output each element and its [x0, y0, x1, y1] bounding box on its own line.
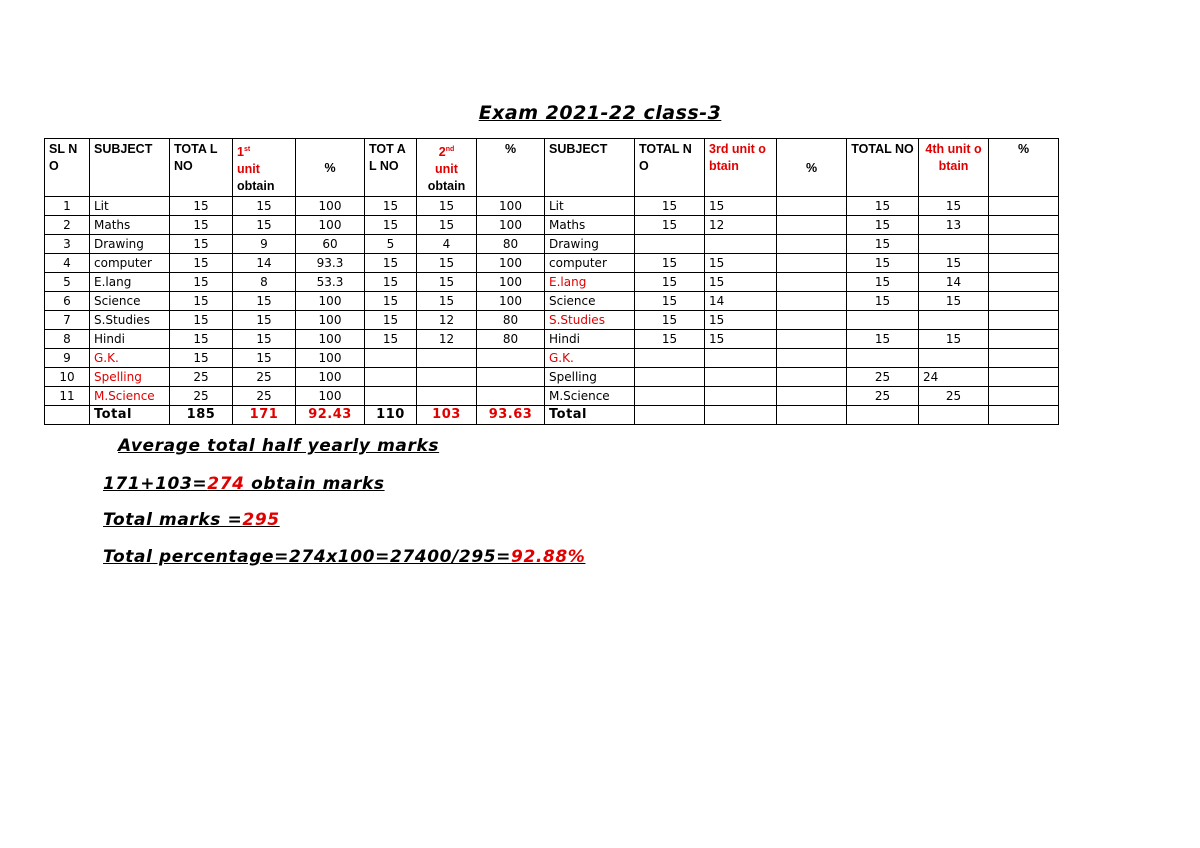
cell-u2: 4 [417, 235, 477, 254]
cell-p2 [477, 349, 545, 368]
cell-t3: 15 [635, 292, 705, 311]
cell-subject2: E.lang [545, 273, 635, 292]
cell-p1: 100 [296, 292, 365, 311]
note-obtain-marks [103, 474, 385, 494]
total-label: Total [90, 406, 170, 425]
cell-sl: 6 [45, 292, 90, 311]
cell-p3 [777, 311, 847, 330]
cell-p3 [777, 197, 847, 216]
cell-subject2: Lit [545, 197, 635, 216]
cell-p1: 100 [296, 368, 365, 387]
cell-subject2: computer [545, 254, 635, 273]
total-t2: 110 [365, 406, 417, 425]
header-unit2-sup: nd [445, 146, 455, 153]
cell-u3: 15 [705, 311, 777, 330]
cell-p3 [777, 368, 847, 387]
header-unit2-word: unit [435, 162, 458, 177]
cell-u2: 15 [417, 273, 477, 292]
total-empty-cell [45, 406, 90, 425]
cell-t1: 25 [170, 387, 233, 406]
cell-p3 [777, 349, 847, 368]
header-total-no2: TOT AL NO [365, 139, 417, 197]
header-unit1-obtain: obtain [237, 179, 275, 194]
cell-t4: 15 [847, 235, 919, 254]
cell-p2 [477, 368, 545, 387]
cell-u4: 25 [919, 387, 989, 406]
cell-p3 [777, 254, 847, 273]
header-unit2-num: 2 [438, 145, 446, 160]
cell-p4 [989, 254, 1059, 273]
header-total-no4: TOTAL NO [847, 139, 919, 197]
cell-t4: 25 [847, 368, 919, 387]
table-row [45, 387, 1059, 406]
cell-u3: 14 [705, 292, 777, 311]
cell-u4: 15 [919, 292, 989, 311]
cell-u3 [705, 349, 777, 368]
cell-sl: 11 [45, 387, 90, 406]
cell-p2 [477, 387, 545, 406]
cell-p1: 100 [296, 387, 365, 406]
header-subject2: SUBJECT [545, 139, 635, 197]
cell-p3 [777, 387, 847, 406]
cell-t4: 15 [847, 273, 919, 292]
cell-subject2: M.Science [545, 387, 635, 406]
cell-u3: 15 [705, 330, 777, 349]
cell-t4 [847, 349, 919, 368]
cell-p2: 80 [477, 311, 545, 330]
cell-t3 [635, 235, 705, 254]
cell-t2: 15 [365, 254, 417, 273]
cell-t1: 15 [170, 235, 233, 254]
cell-u1: 15 [233, 311, 296, 330]
cell-u3: 15 [705, 197, 777, 216]
cell-t4: 15 [847, 330, 919, 349]
cell-p2: 100 [477, 292, 545, 311]
cell-p4 [989, 368, 1059, 387]
cell-u1: 15 [233, 292, 296, 311]
cell-subject: Spelling [90, 368, 170, 387]
note-average-heading: Average total half yearly marks [118, 436, 440, 456]
cell-u2: 15 [417, 197, 477, 216]
total-empty-cell [635, 406, 705, 425]
cell-p4 [989, 330, 1059, 349]
cell-u1: 25 [233, 368, 296, 387]
cell-p3 [777, 330, 847, 349]
header-pct: % [296, 139, 365, 197]
header-pct3: % [777, 139, 847, 197]
total-empty-cell [847, 406, 919, 425]
cell-sl: 3 [45, 235, 90, 254]
header-unit3: 3rd unit obtain [705, 139, 777, 197]
page-title: Exam 2021-22 class-3 [478, 102, 722, 124]
cell-u2: 15 [417, 254, 477, 273]
cell-p2: 100 [477, 273, 545, 292]
cell-p4 [989, 273, 1059, 292]
cell-u4 [919, 235, 989, 254]
cell-sl: 1 [45, 197, 90, 216]
cell-u3: 15 [705, 254, 777, 273]
cell-sl: 7 [45, 311, 90, 330]
header-unit1-num: 1 [237, 145, 244, 160]
header-row [45, 139, 1059, 197]
cell-p1: 100 [296, 330, 365, 349]
cell-t2: 15 [365, 311, 417, 330]
cell-u4 [919, 349, 989, 368]
cell-u3 [705, 368, 777, 387]
cell-p2: 100 [477, 254, 545, 273]
table-row [45, 330, 1059, 349]
cell-p2: 100 [477, 197, 545, 216]
cell-t1: 15 [170, 273, 233, 292]
cell-u1: 15 [233, 330, 296, 349]
header-unit2-obtain: obtain [427, 179, 466, 194]
cell-t3 [635, 368, 705, 387]
cell-u3 [705, 387, 777, 406]
cell-p4 [989, 387, 1059, 406]
cell-t4: 15 [847, 292, 919, 311]
cell-p3 [777, 292, 847, 311]
cell-t2 [365, 349, 417, 368]
cell-subject2: Science [545, 292, 635, 311]
cell-subject: Maths [90, 216, 170, 235]
cell-u4: 13 [919, 216, 989, 235]
cell-sl: 8 [45, 330, 90, 349]
cell-u2: 12 [417, 330, 477, 349]
note-total-value: 295 [242, 510, 280, 530]
cell-t1: 25 [170, 368, 233, 387]
header-unit1-sup: st [243, 146, 251, 153]
header-total-no: TOTA L NO [170, 139, 233, 197]
header-pct4: % [989, 139, 1059, 197]
cell-u4: 15 [919, 254, 989, 273]
total-empty-cell [989, 406, 1059, 425]
cell-t4: 25 [847, 387, 919, 406]
cell-sl: 5 [45, 273, 90, 292]
note-total-prefix: Total marks = [103, 510, 243, 530]
cell-subject2: S.Studies [545, 311, 635, 330]
cell-sl: 2 [45, 216, 90, 235]
cell-t2: 15 [365, 216, 417, 235]
cell-t3: 15 [635, 273, 705, 292]
cell-t1: 15 [170, 254, 233, 273]
cell-u4 [919, 311, 989, 330]
cell-p2: 80 [477, 330, 545, 349]
table-row [45, 254, 1059, 273]
total-row [45, 406, 1059, 425]
cell-p1: 100 [296, 216, 365, 235]
total-empty-cell [919, 406, 989, 425]
cell-subject: E.lang [90, 273, 170, 292]
note-obtain-prefix: 171+103= [103, 474, 208, 494]
total-empty-cell [777, 406, 847, 425]
cell-u2: 12 [417, 311, 477, 330]
header-unit1-word: unit [237, 162, 260, 177]
cell-u2 [417, 368, 477, 387]
cell-subject: Drawing [90, 235, 170, 254]
cell-p3 [777, 235, 847, 254]
cell-p2: 80 [477, 235, 545, 254]
cell-t2: 15 [365, 197, 417, 216]
cell-u1: 9 [233, 235, 296, 254]
cell-u3: 12 [705, 216, 777, 235]
header-unit1 [233, 139, 296, 197]
cell-u2 [417, 387, 477, 406]
cell-subject: M.Science [90, 387, 170, 406]
cell-t1: 15 [170, 292, 233, 311]
cell-t1: 15 [170, 330, 233, 349]
cell-t3: 15 [635, 216, 705, 235]
cell-t4: 15 [847, 197, 919, 216]
header-total-no3: TOTAL NO [635, 139, 705, 197]
note-total-marks [103, 510, 280, 530]
cell-t2: 5 [365, 235, 417, 254]
note-pct-prefix: Total percentage=274x100=27400/295= [103, 547, 512, 567]
note-obtain-suffix: obtain marks [244, 474, 385, 494]
cell-p1: 53.3 [296, 273, 365, 292]
table-row [45, 273, 1059, 292]
header-unit4: 4th unit obtain [919, 139, 989, 197]
table-row [45, 368, 1059, 387]
note-total-percentage [103, 547, 585, 567]
cell-p3 [777, 273, 847, 292]
table-row [45, 292, 1059, 311]
header-pct2: % [477, 139, 545, 197]
cell-p4 [989, 216, 1059, 235]
cell-u2: 15 [417, 216, 477, 235]
cell-sl: 9 [45, 349, 90, 368]
total-empty-cell [705, 406, 777, 425]
cell-u1: 25 [233, 387, 296, 406]
total-p1: 92.43 [296, 406, 365, 425]
cell-subject: G.K. [90, 349, 170, 368]
cell-t1: 15 [170, 197, 233, 216]
total-p2: 93.63 [477, 406, 545, 425]
cell-p4 [989, 235, 1059, 254]
cell-p1: 60 [296, 235, 365, 254]
cell-u2: 15 [417, 292, 477, 311]
cell-subject2: Maths [545, 216, 635, 235]
cell-u1: 15 [233, 197, 296, 216]
cell-u3: 15 [705, 273, 777, 292]
cell-u1: 15 [233, 216, 296, 235]
cell-t2 [365, 368, 417, 387]
table-row [45, 197, 1059, 216]
cell-t3 [635, 349, 705, 368]
cell-u4: 15 [919, 197, 989, 216]
cell-u4: 15 [919, 330, 989, 349]
cell-t3: 15 [635, 330, 705, 349]
cell-t1: 15 [170, 311, 233, 330]
cell-p1: 93.3 [296, 254, 365, 273]
cell-p3 [777, 216, 847, 235]
cell-p4 [989, 311, 1059, 330]
cell-t3 [635, 387, 705, 406]
cell-u2 [417, 349, 477, 368]
cell-sl: 10 [45, 368, 90, 387]
cell-t2: 15 [365, 330, 417, 349]
total-t1: 185 [170, 406, 233, 425]
cell-subject: S.Studies [90, 311, 170, 330]
cell-u1: 14 [233, 254, 296, 273]
cell-subject: computer [90, 254, 170, 273]
cell-subject: Lit [90, 197, 170, 216]
cell-t4: 15 [847, 254, 919, 273]
header-sl-no: SL NO [45, 139, 90, 197]
cell-u4: 14 [919, 273, 989, 292]
cell-subject: Hindi [90, 330, 170, 349]
note-pct-value: 92.88% [511, 547, 586, 567]
header-subject: SUBJECT [90, 139, 170, 197]
cell-subject2: Hindi [545, 330, 635, 349]
note-obtain-value: 274 [207, 474, 245, 494]
cell-t4 [847, 311, 919, 330]
cell-t1: 15 [170, 216, 233, 235]
table-row [45, 235, 1059, 254]
table-row [45, 349, 1059, 368]
total-u2: 103 [417, 406, 477, 425]
cell-p4 [989, 292, 1059, 311]
cell-t3: 15 [635, 197, 705, 216]
cell-p1: 100 [296, 349, 365, 368]
cell-p4 [989, 197, 1059, 216]
header-unit2 [417, 139, 477, 197]
cell-subject2: Drawing [545, 235, 635, 254]
table-row [45, 216, 1059, 235]
cell-t1: 15 [170, 349, 233, 368]
cell-p2: 100 [477, 216, 545, 235]
marks-table [44, 138, 1059, 425]
cell-u3 [705, 235, 777, 254]
cell-p4 [989, 349, 1059, 368]
cell-t2: 15 [365, 273, 417, 292]
cell-subject2: Spelling [545, 368, 635, 387]
table-row [45, 311, 1059, 330]
cell-t2 [365, 387, 417, 406]
cell-t4: 15 [847, 216, 919, 235]
cell-u4: 24 [919, 368, 989, 387]
cell-p1: 100 [296, 311, 365, 330]
cell-subject: Science [90, 292, 170, 311]
cell-sl: 4 [45, 254, 90, 273]
total-label2: Total [545, 406, 635, 425]
cell-p1: 100 [296, 197, 365, 216]
total-u1: 171 [233, 406, 296, 425]
cell-t3: 15 [635, 311, 705, 330]
cell-u1: 8 [233, 273, 296, 292]
cell-u1: 15 [233, 349, 296, 368]
cell-subject2: G.K. [545, 349, 635, 368]
cell-t3: 15 [635, 254, 705, 273]
cell-t2: 15 [365, 292, 417, 311]
